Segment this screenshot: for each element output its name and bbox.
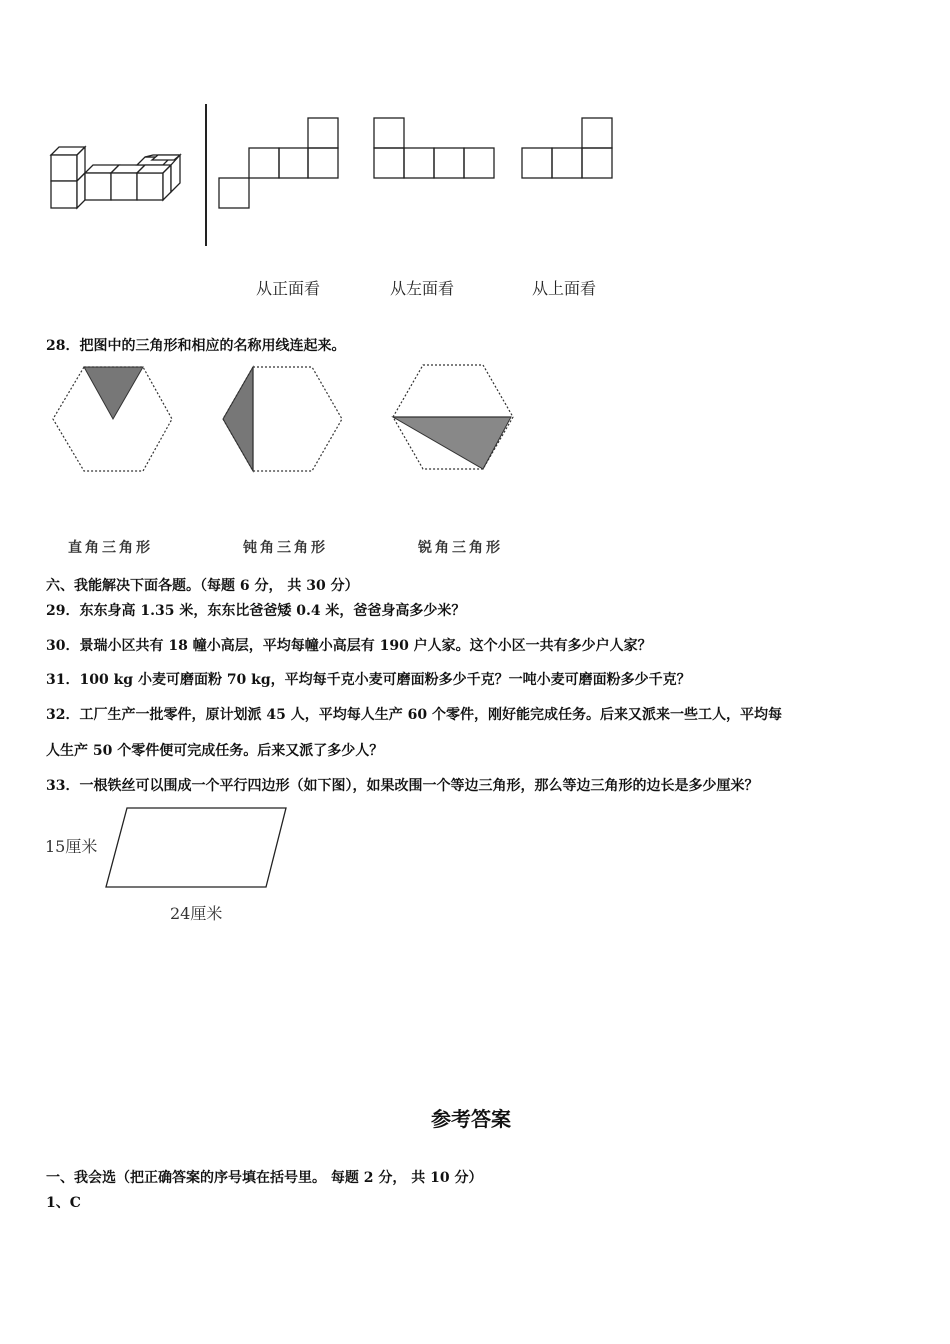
- label-obtuse-triangle: 钝角三角形: [243, 540, 328, 556]
- label-right-triangle: 直角三角形: [68, 540, 153, 556]
- question-33: 33．一根铁丝可以围成一个平行四边形（如下图），如果改围一个等边三角形，那么等边三角形的边长是多少厘米？: [46, 778, 759, 794]
- answer-1: 1、C: [46, 1195, 81, 1211]
- parallelogram-side-label: 15厘米: [45, 837, 98, 856]
- parallelogram-base-label: 24厘米: [170, 904, 223, 923]
- question-28: 28．把图中的三角形和相应的名称用线连起来。: [46, 338, 346, 354]
- left-view-label: 从左面看: [390, 279, 455, 298]
- question-32-line1: 32．工厂生产一批零件，原计划派 45 人，平均每人生产 60 个零件，刚好能完成任务。后来又派来一些工人，平均每: [46, 707, 782, 723]
- section-6-heading: 六、我能解决下面各题。（每题 6 分， 共 30 分）: [46, 578, 359, 594]
- answers-title: 参考答案: [431, 1107, 511, 1131]
- top-view-label: 从上面看: [532, 279, 597, 298]
- front-view-label: 从正面看: [256, 279, 321, 298]
- label-acute-triangle: 锐角三角形: [418, 540, 503, 556]
- question-30: 30．景瑞小区共有 18 幢小高层，平均每幢小高层有 190 户人家。这个小区一共有多少户人家？: [46, 638, 652, 654]
- question-31: 31．100 kg 小麦可磨面粉 70 kg，平均每千克小麦可磨面粉多少千克？一吨小麦可磨面粉多少千克？: [46, 672, 691, 688]
- question-32-line2: 人生产 50 个零件便可完成任务。后来又派了多少人？: [46, 743, 384, 759]
- answers-section-1: 一、我会选（把正确答案的序号填在括号里。 每题 2 分， 共 10 分）: [46, 1170, 483, 1186]
- question-29: 29．东东身高 1.35 米，东东比爸爸矮 0.4 米，爸爸身高多少米？: [46, 603, 466, 619]
